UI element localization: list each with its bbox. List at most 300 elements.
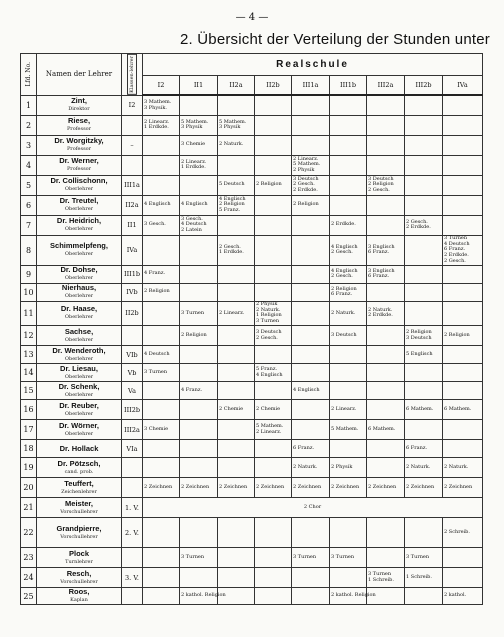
hours-entry: 2 Zeichnen [256, 483, 285, 490]
teacher-row [21, 420, 483, 440]
hours-cell [330, 235, 367, 265]
teacher-name: Dr. Werner, [59, 156, 99, 166]
teacher-name: Dr. Schenk, [58, 381, 100, 391]
hours-cell [443, 518, 483, 548]
hours-cell [180, 588, 226, 605]
hours-entry: 5 Mathem. [256, 422, 284, 429]
hours-cell [218, 95, 255, 115]
hours-cell [330, 326, 367, 346]
teacher-name-cell [37, 478, 122, 498]
teacher-row [21, 518, 483, 548]
hours-entry: 3 Deutsch [368, 175, 394, 182]
hours-cell [143, 215, 180, 235]
class-teacher-of: Va [122, 382, 143, 400]
hours-cell [143, 326, 180, 346]
hours-entry: 3 Chemie [181, 141, 206, 148]
hours-cell [255, 95, 292, 115]
hours-entry: 2 Naturk. [406, 463, 431, 470]
hours-cell [292, 195, 330, 215]
hours-cell [367, 518, 405, 548]
hours-cell [180, 265, 218, 283]
hours-cell [292, 548, 330, 568]
hours-cell [330, 283, 367, 301]
hours-entry: 5 Franz. [219, 207, 241, 214]
row-number: 16 [21, 400, 37, 420]
teacher-rank: Vorschullehrer [60, 578, 98, 585]
hours-cell [218, 195, 255, 215]
hours-entry: 2 Zeichnen [219, 483, 248, 490]
hours-cell [292, 235, 330, 265]
hours-entry: 2 Zeichnen [144, 483, 173, 490]
hours-entry: 2 Linearz. [181, 158, 207, 165]
hours-cell [405, 155, 443, 175]
hours-cell [143, 420, 180, 440]
teacher-name: Dr. Collischonn, [50, 176, 108, 186]
hours-entry: 1 Schreib. [406, 573, 432, 580]
hours-entry: 5 Englisch [406, 350, 433, 357]
hours-cell [255, 265, 292, 283]
hours-cell [180, 215, 218, 235]
header-class: III1b [330, 75, 367, 95]
header-class: IVa [443, 75, 483, 95]
teacher-name: Zint, [71, 96, 87, 106]
hours-cell [367, 382, 405, 400]
hours-cell [218, 400, 255, 420]
hours-entry: 2 Chemie [219, 405, 244, 412]
hours-entry: 2 Zeichnen [181, 483, 210, 490]
hours-cell [405, 265, 443, 283]
teacher-row [21, 235, 483, 265]
page-title: 2. Übersicht der Verteilung der Stunden unter [179, 31, 490, 48]
teacher-name-cell [37, 265, 122, 283]
teacher-name-cell [37, 135, 122, 155]
teacher-name: Dr. Heidrich, [56, 216, 102, 226]
hours-cell [218, 235, 255, 265]
teacher-name: Dr. Worgitzky, [54, 136, 104, 146]
class-teacher-of: IVa [122, 235, 143, 265]
hours-cell [330, 440, 367, 458]
hours-cell [405, 175, 443, 195]
hours-entry: 6 Franz. [406, 444, 428, 451]
hours-cell [180, 382, 218, 400]
hours-cell [367, 235, 405, 265]
teacher-name-cell [37, 155, 122, 175]
teacher-name: Dr. Reuber, [59, 400, 99, 410]
hours-entry: 3 Deutsch [406, 334, 432, 341]
hours-entry: 2 Gesch. [219, 243, 241, 250]
teacher-name: Dr. Haase, [60, 304, 98, 314]
hours-cell [292, 95, 330, 115]
hours-cell [367, 155, 405, 175]
hours-cell [367, 458, 405, 478]
hours-entry: 3 Turnen [444, 234, 468, 241]
teacher-rank: Oberlehrer [64, 186, 94, 193]
teacher-row [21, 588, 483, 605]
hours-cell [330, 115, 367, 135]
teacher-row [21, 548, 483, 568]
hours-entry: 2 Zeichnen [368, 483, 397, 490]
hours-cell [180, 301, 218, 325]
row-number: 12 [21, 326, 37, 346]
teacher-row [21, 195, 483, 215]
teacher-name-cell [37, 346, 122, 364]
class-teacher-of: IVb [122, 283, 143, 301]
hours-cell [367, 283, 405, 301]
class-teacher-of: II2b [122, 301, 143, 325]
hours-cell [292, 588, 330, 605]
class-teacher-of: VIa [122, 440, 143, 458]
hours-cell [180, 175, 218, 195]
header-row-1 [21, 54, 483, 76]
hours-entry: 2 Erdkde. [406, 224, 431, 231]
hours-entry: 6 Franz. [293, 444, 315, 451]
teacher-rank: Oberlehrer [64, 251, 94, 258]
hours-entry: 2 Naturk. [293, 463, 318, 470]
header-class: III2a [367, 75, 405, 95]
hours-entry: 2 Zeichnen [293, 483, 322, 490]
hours-entry: 3 Gesch. [144, 221, 166, 228]
teacher-name: Grandpierre, [56, 523, 102, 533]
hours-cell [330, 175, 367, 195]
row-number: 23 [21, 548, 37, 568]
teacher-row [21, 326, 483, 346]
hours-cell [405, 382, 443, 400]
hours-cell [292, 382, 330, 400]
hours-cell [330, 588, 376, 605]
hours-entry: 3 Turnen [293, 553, 317, 560]
hours-cell [218, 478, 255, 498]
hours-entry: 1 Schreib. [368, 576, 394, 583]
hours-cell [405, 95, 443, 115]
hours-entry: 2 Naturk. [256, 306, 281, 313]
hours-cell [443, 215, 483, 235]
hours-cell [255, 518, 292, 548]
hours-entry: 3 Turnen [181, 309, 205, 316]
teacher-rank: Oberlehrer [64, 206, 94, 213]
hours-cell [218, 283, 255, 301]
hours-entry: 5 Deutsch [219, 181, 245, 188]
teacher-row [21, 400, 483, 420]
hours-entry: 5 Mathem. [293, 161, 321, 168]
hours-entry: 4 Englisch [331, 267, 358, 274]
hours-cell [143, 95, 180, 115]
row-number: 17 [21, 420, 37, 440]
header-name: Namen der Lehrer [37, 54, 122, 96]
hours-cell [330, 346, 367, 364]
hours-entry: 1 Religion [256, 312, 282, 319]
teacher-name-cell [37, 548, 122, 568]
hours-cell [405, 364, 443, 382]
hours-cell [255, 195, 292, 215]
teacher-row [21, 478, 483, 498]
hours-entry: 4 Englisch [181, 201, 208, 208]
hours-entry: 3 Englisch [368, 267, 395, 274]
hours-entry: 2 Erdkde. [368, 312, 393, 319]
teacher-row [21, 175, 483, 195]
hours-entry: 4 Franz. [144, 270, 166, 277]
class-teacher-of: II1 [122, 215, 143, 235]
hours-entry: 3 Gesch. [181, 215, 203, 222]
hours-cell [255, 235, 292, 265]
hours-cell [255, 283, 292, 301]
hours-cell [292, 400, 330, 420]
hours-cell [330, 215, 367, 235]
hours-cell [443, 364, 483, 382]
hours-cell [330, 135, 367, 155]
hours-entry: 2 Gesch. [293, 181, 315, 188]
teacher-row [21, 364, 483, 382]
hours-cell [255, 588, 292, 605]
teacher-rank: Professor [66, 146, 92, 153]
hours-cell [143, 135, 180, 155]
teacher-name-cell [37, 400, 122, 420]
hours-entry: 2 Religion [331, 285, 357, 292]
hours-entry: 3 Mathem. [144, 98, 172, 105]
hours-cell [405, 235, 443, 265]
hours-cell [255, 568, 292, 588]
hours-cell [180, 420, 218, 440]
hours-entry: 2 Religion [144, 288, 170, 295]
hours-cell [218, 420, 255, 440]
hours-cell [443, 420, 483, 440]
hours-cell [143, 458, 180, 478]
hours-cell [292, 568, 330, 588]
class-teacher-of: III1b [122, 265, 143, 283]
hours-cell [218, 364, 255, 382]
hours-cell [367, 175, 405, 195]
hours-entry: 2 Chemie [256, 405, 281, 412]
hours-entry: 2 Zeichnen [331, 483, 360, 490]
hours-cell [292, 155, 330, 175]
class-teacher-of [122, 155, 143, 175]
hours-cell [180, 478, 218, 498]
hours-cell [292, 283, 330, 301]
hours-cell [180, 568, 218, 588]
teacher-name: Sachse, [64, 326, 94, 336]
hours-entry: 4 Deutsch [144, 350, 170, 357]
hours-cell [292, 478, 330, 498]
hours-cell [255, 346, 292, 364]
hours-cell [218, 115, 255, 135]
hours-entry: 4 Englisch [144, 201, 171, 208]
hours-cell [330, 458, 367, 478]
hours-cell [367, 135, 405, 155]
hours-cell [218, 326, 255, 346]
hours-cell [367, 440, 405, 458]
teacher-name: Dr. Pötzsch, [57, 458, 101, 468]
hours-cell [143, 155, 180, 175]
hours-cell [405, 458, 443, 478]
hours-entry: 4 Deutsch [181, 221, 207, 228]
class-teacher-of: 1. V. [122, 498, 143, 518]
hours-cell [292, 458, 330, 478]
hours-cell [255, 115, 292, 135]
hours-cell [255, 440, 292, 458]
teacher-rank: Oberlehrer [64, 314, 94, 321]
row-number: 18 [21, 440, 37, 458]
hours-cell [367, 95, 405, 115]
row-number: 11 [21, 301, 37, 325]
row-number: 15 [21, 382, 37, 400]
hours-cell [218, 265, 255, 283]
hours-entry: 6 Franz. [331, 291, 353, 298]
hours-entry: 3 Deutsch [331, 331, 357, 338]
hours-cell [180, 548, 218, 568]
hours-cell [292, 265, 330, 283]
teacher-name-cell [37, 498, 122, 518]
hours-cell [330, 95, 367, 115]
hours-cell [292, 301, 330, 325]
hours-cell [330, 155, 367, 175]
hours-cell [330, 568, 367, 588]
hours-entry: 4 Deutsch [444, 240, 470, 247]
row-number: 20 [21, 478, 37, 498]
teacher-row [21, 95, 483, 115]
hours-cell [255, 301, 292, 325]
hours-cell [292, 440, 330, 458]
hours-cell [143, 235, 180, 265]
hours-entry: 4 Englisch [293, 386, 320, 393]
hours-entry: 1 Erdkde. [144, 124, 169, 131]
row-number: 4 [21, 155, 37, 175]
hours-cell [255, 326, 292, 346]
hours-cell [218, 382, 255, 400]
hours-cell [405, 301, 443, 325]
hours-cell [443, 175, 483, 195]
hours-cell [367, 364, 405, 382]
hours-entry: 2 Linearz. [144, 118, 170, 125]
hours-entry: 3 Physik [181, 124, 203, 131]
hours-entry: 2 Religion [181, 331, 207, 338]
teacher-row [21, 283, 483, 301]
header-class: II2a [218, 75, 255, 95]
hours-cell [367, 115, 405, 135]
teacher-name: Teuffert, [64, 478, 94, 488]
hours-entry: 2 Zeichnen [444, 483, 473, 490]
hours-cell [143, 440, 180, 458]
hours-cell [330, 478, 367, 498]
hours-cell [443, 440, 483, 458]
teacher-rank: Oberlehrer [64, 355, 94, 362]
hours-cell [405, 478, 443, 498]
teacher-name-cell [37, 568, 122, 588]
hours-cell [143, 518, 180, 548]
hours-entry: 3 Physik. [144, 104, 167, 111]
teacher-name-cell [37, 95, 122, 115]
hours-cell [367, 548, 405, 568]
hours-cell [405, 518, 443, 548]
row-number: 5 [21, 175, 37, 195]
hours-cell [180, 364, 218, 382]
teacher-name-cell [37, 301, 122, 325]
hours-cell [367, 568, 405, 588]
teacher-name: Dr. Wenderoth, [52, 345, 106, 355]
hours-cell [367, 478, 405, 498]
hours-entry: 2 Gesch. [331, 273, 353, 280]
teacher-name-cell [37, 215, 122, 235]
hours-entry: 2 Gesch. [406, 218, 428, 225]
hours-cell [255, 175, 292, 195]
hours-cell [443, 95, 483, 115]
hours-entry: 2 Religion [256, 181, 282, 188]
hours-cell [405, 568, 443, 588]
hours-cell [180, 135, 218, 155]
teacher-row [21, 458, 483, 478]
teacher-rank: Professor [66, 166, 92, 173]
teacher-rank: cand. prob. [64, 468, 94, 475]
hours-cell [143, 265, 180, 283]
header-class: I2 [143, 75, 180, 95]
row-number: 24 [21, 568, 37, 588]
header-nr [21, 54, 37, 96]
hours-cell [180, 155, 218, 175]
hours-cell [405, 400, 443, 420]
hours-cell [443, 568, 483, 588]
hours-cell [218, 568, 255, 588]
row-number: 10 [21, 283, 37, 301]
hours-entry: 3 Deutsch [293, 175, 319, 182]
teacher-row [21, 115, 483, 135]
teacher-name-cell [37, 440, 122, 458]
hours-entry: 2 Religion [293, 201, 319, 208]
hours-cell [367, 265, 405, 283]
hours-entry: 6 Franz. [368, 249, 390, 256]
teacher-name: Riese, [67, 116, 91, 126]
hours-cell [367, 195, 405, 215]
class-teacher-of [122, 478, 143, 498]
teacher-rank: Oberlehrer [64, 226, 94, 233]
class-teacher-of: Vb [122, 364, 143, 382]
teacher-name-cell [37, 382, 122, 400]
hours-cell [255, 155, 292, 175]
teacher-rank: Oberlehrer [64, 336, 94, 343]
hours-entry: 2 Gesch. [444, 258, 466, 265]
teacher-name-cell [37, 235, 122, 265]
hours-cell [367, 346, 405, 364]
teacher-rank: Oberlehrer [64, 373, 94, 380]
row-number: 1 [21, 95, 37, 115]
hours-cell [143, 382, 180, 400]
hours-cell [143, 548, 180, 568]
teacher-name: Dr. Liesau, [60, 363, 98, 373]
class-teacher-of: 2. V. [122, 518, 143, 548]
hours-entry: 3 Turnen [406, 553, 430, 560]
hours-cell [143, 568, 180, 588]
hours-cell [330, 382, 367, 400]
hours-entry: 2 Religion [219, 201, 245, 208]
hours-entry: 3 Physik [219, 124, 241, 131]
teacher-rank: Vorschullehrer [60, 508, 98, 515]
hours-cell [218, 135, 255, 155]
hours-cell [180, 518, 218, 548]
hours-cell [330, 400, 367, 420]
hours-cell [405, 195, 443, 215]
hours-cell [443, 382, 483, 400]
hours-entry: 6 Franz. [368, 273, 390, 280]
hours-entry: 6 Mathem. [444, 405, 472, 412]
hours-cell [330, 518, 367, 548]
hours-cell [218, 215, 255, 235]
hours-cell [443, 548, 483, 568]
hours-entry: 2 Erdkde. [331, 221, 356, 228]
hours-cell [143, 346, 180, 364]
teacher-name-cell [37, 175, 122, 195]
teacher-rank: Oberlehrer [64, 391, 94, 398]
teacher-row [21, 135, 483, 155]
hours-cell [255, 364, 292, 382]
hours-cell [330, 420, 367, 440]
class-teacher-of: III2b [122, 400, 143, 420]
